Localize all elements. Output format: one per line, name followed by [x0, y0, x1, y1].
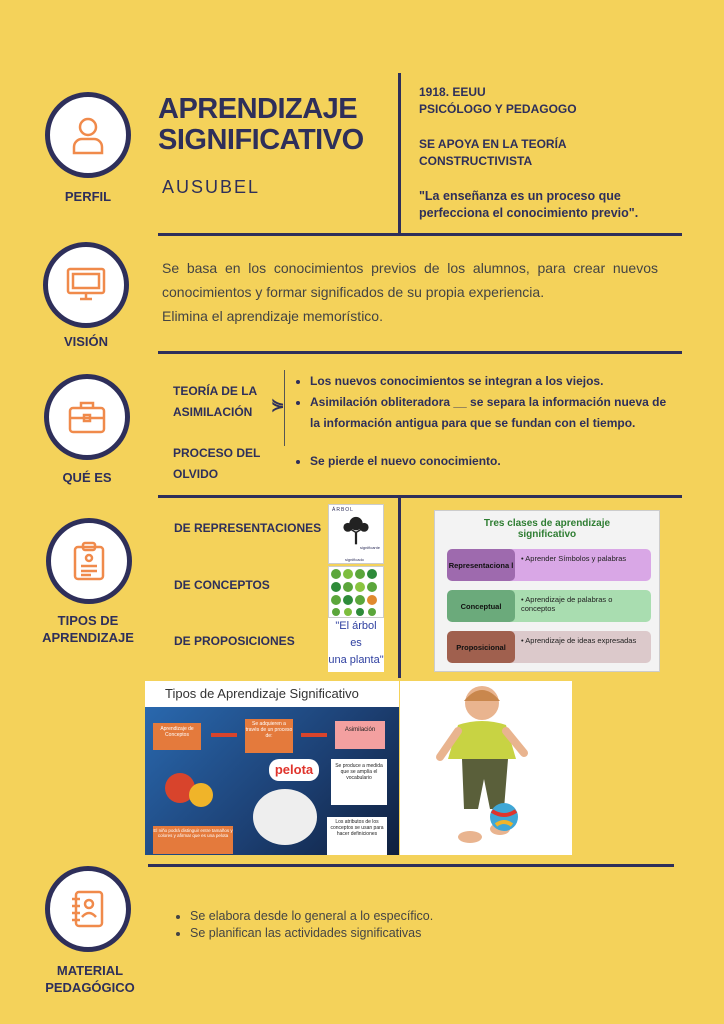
que-es-label: QUÉ ES [62, 470, 112, 485]
quote: "La enseñanza es un proceso que perfecciona el conocimiento previo". [419, 189, 639, 220]
divider-2 [158, 351, 682, 354]
tipos-icon-circle [46, 518, 132, 604]
tipos-diagram-image: Tipos de Aprendizaje Significativo Aprendizaje de Conceptos Se adquieren a través de un proceso de: Asimilación Se produce a medida que se amplía el vocabulario Los atributos de los conceptos se usan para hacer definiciones pelota El niño podrá distinguir entre tamaños y colores y afirmar que es una pelota [145, 681, 399, 855]
tipo-representaciones: DE REPRESENTACIONES [174, 521, 322, 535]
tres-clases-name: Conceptual [447, 590, 515, 622]
monitor-icon [64, 263, 108, 307]
divider-3 [158, 495, 682, 498]
tres-clases-desc: • Aprendizaje de ideas expresadas [507, 631, 651, 663]
clipboard-icon [67, 539, 111, 583]
tree-icon [336, 513, 376, 549]
tres-clases-row [447, 590, 647, 622]
perfil-label: PERFIL [64, 189, 112, 204]
asimilacion-list: • Los nuevos conocimientos se integran a los viejos. • Asimilación obliteradora __ se separa la información nueva de la información antigua para que se fundan con el tiempo. [292, 371, 668, 434]
term-olvido: PROCESO DEL OLVIDO [173, 446, 261, 481]
olvido-list: • Se pierde el nuevo conocimiento. [292, 451, 668, 472]
divider-4 [148, 864, 674, 867]
term-asimilacion: TEORÍA DE LA ASIMILACIÓN [173, 384, 257, 419]
header-divider [398, 73, 401, 235]
perfil-icon-circle [45, 92, 131, 178]
conceptos-trees-image [328, 566, 384, 618]
vision-text: Se basa en los conocimientos previos de los alumnos, para crear nuevos conocimientos y formar significados de su propia experiencia. Elimina el aprendizaje memorístico. [162, 260, 658, 324]
brace-icon: ⋟ [271, 397, 285, 414]
tres-clases-name: Proposicional [447, 631, 515, 663]
que-es-divider [284, 370, 285, 446]
briefcase-icon [65, 395, 109, 439]
vision-icon-circle [43, 242, 129, 328]
child-ball-photo [400, 681, 572, 855]
tipo-conceptos: DE CONCEPTOS [174, 578, 270, 592]
tres-clases-diagram: Tres clases de aprendizaje significativo • Aprender Símbolos y palabras Representaciona l • Aprendizaje de palabras o conceptos Conceptual • Aprendizaje de ideas expresadas Proposicional [434, 510, 660, 672]
proposicion-example: "El árbol es una planta" [328, 618, 384, 672]
page-title: APRENDIZAJE SIGNIFICATIVO [158, 93, 364, 156]
tipos-divider [398, 495, 401, 678]
tipo-proposiciones: DE PROPOSICIONES [174, 634, 295, 648]
material-list: • Se elabora desde lo general a lo específico. • Se planifican las actividades significativas [172, 908, 652, 942]
material-icon-circle [45, 866, 131, 952]
tres-clases-desc: • Aprender Símbolos y palabras [507, 549, 651, 581]
tres-clases-row [447, 631, 647, 663]
tres-clases-name: Representaciona l [447, 549, 515, 581]
author-info: 1918. EEUU PSICÓLOGO Y PEDAGOGO SE APOYA EN LA TEORÍA CONSTRUCTIVISTA "La enseñanza es un proceso que perfecciona el conocimiento previo". [419, 84, 679, 222]
tipos-label: TIPOS DE APRENDIZAJE [42, 613, 134, 645]
person-icon [66, 113, 110, 157]
author-name: AUSUBEL [162, 177, 261, 197]
arbol-image: ÁRBOL significante significado [328, 504, 384, 564]
material-label: MATERIAL PEDAGÓGICO [45, 963, 135, 995]
tres-clases-desc: • Aprendizaje de palabras o conceptos [507, 590, 651, 622]
divider-1 [158, 233, 682, 236]
que-es-icon-circle [44, 374, 130, 460]
tres-clases-row [447, 549, 647, 581]
notebook-icon [66, 887, 110, 931]
vision-label: VISIÓN [63, 334, 109, 349]
